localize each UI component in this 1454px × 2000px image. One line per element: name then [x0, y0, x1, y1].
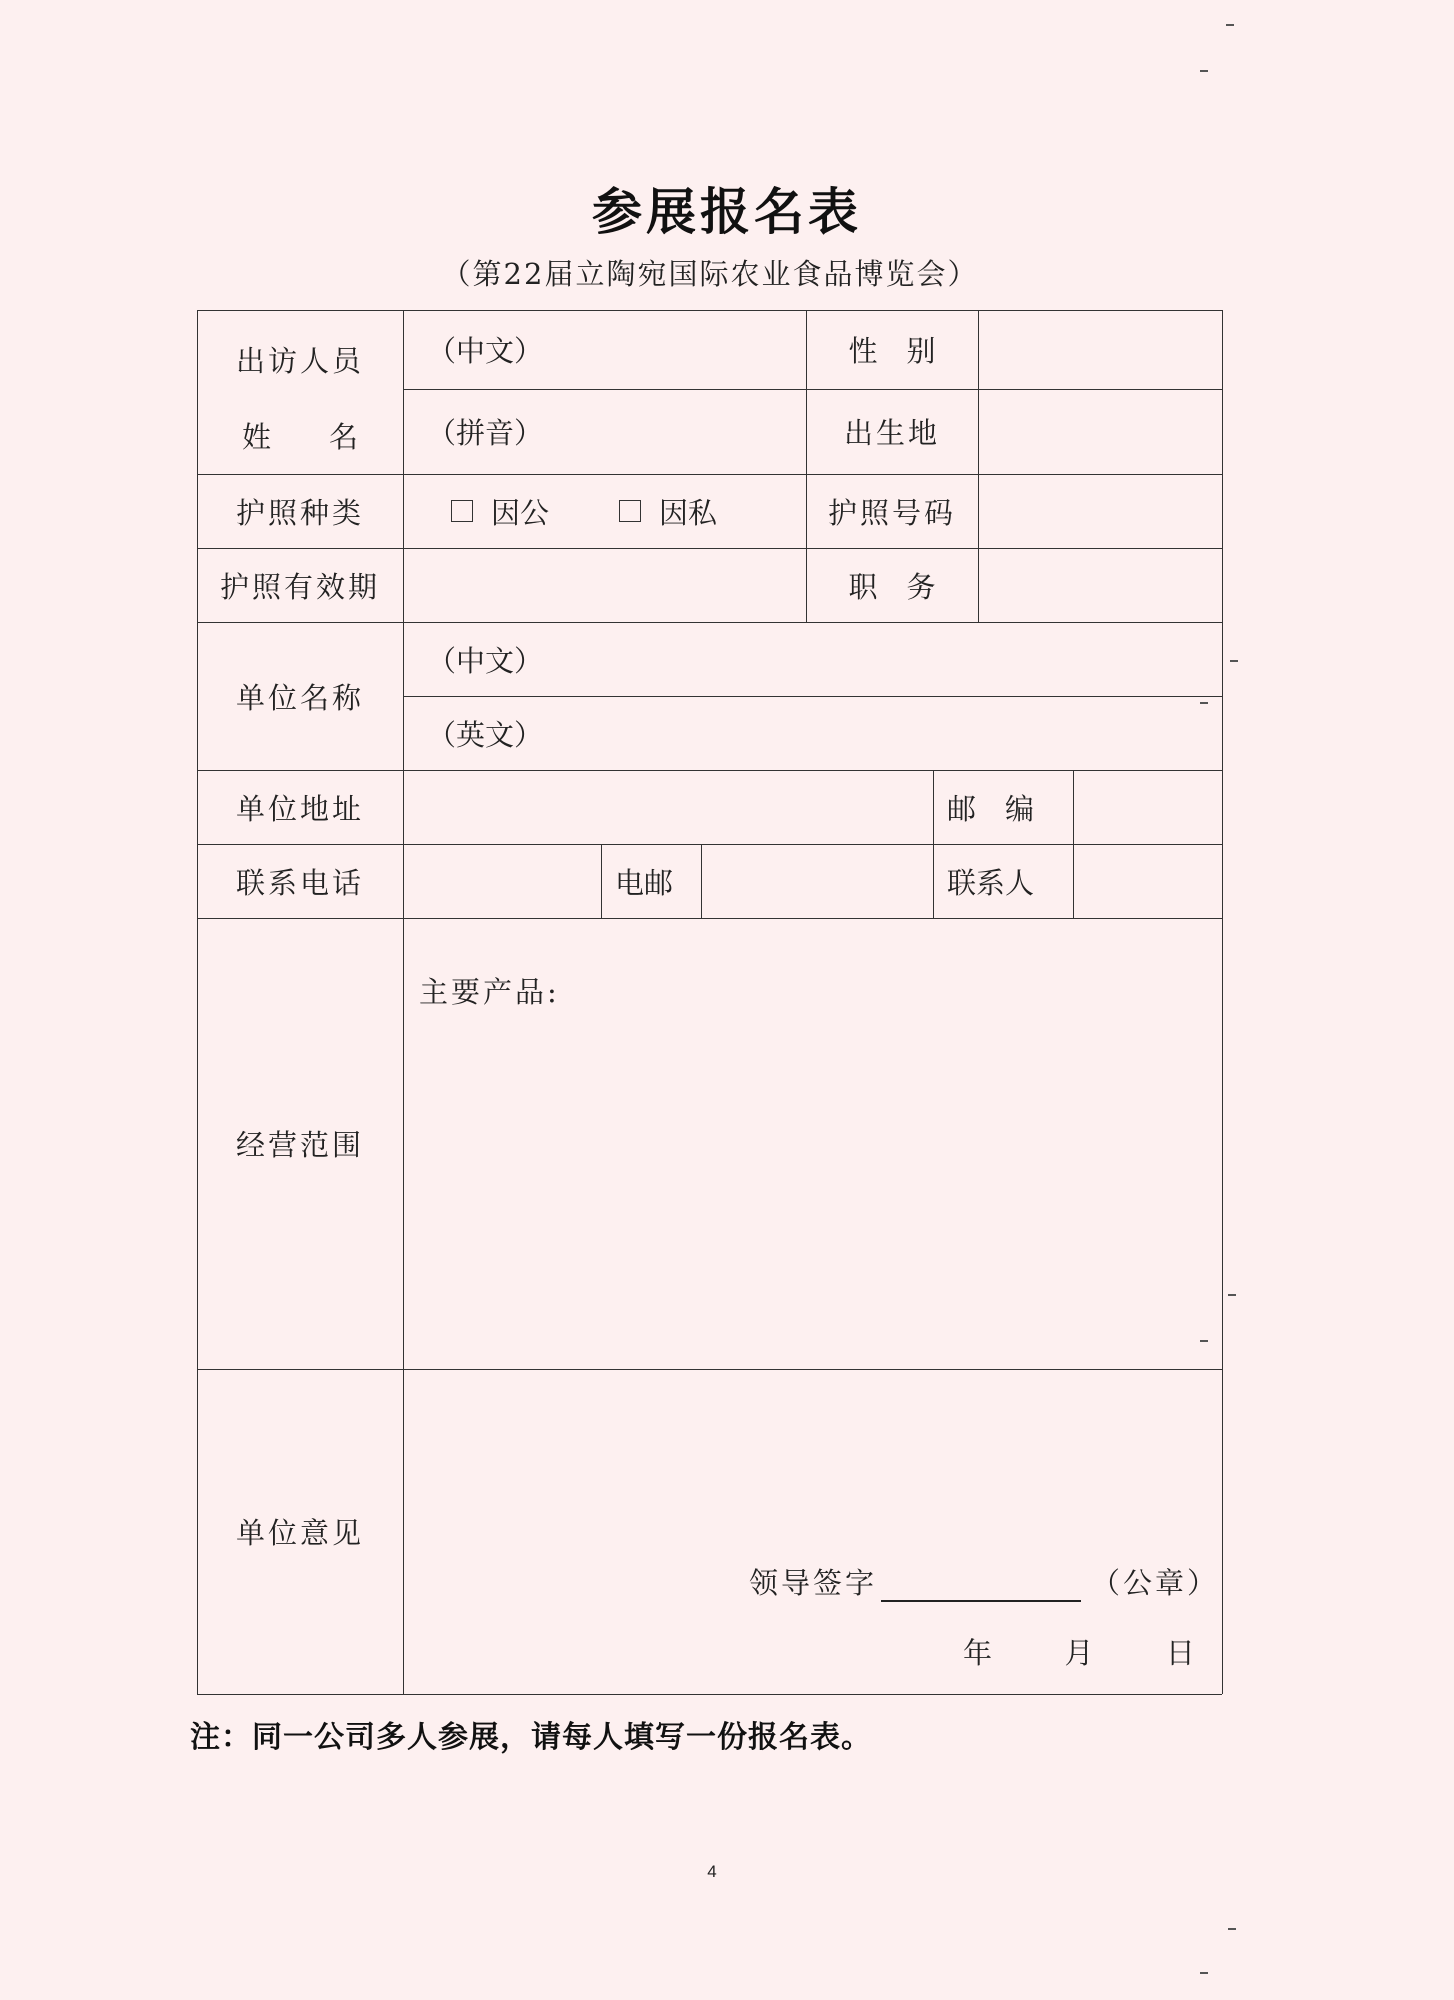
passport-type-options [403, 474, 806, 548]
leader-signature-label: 领导签字 [749, 1566, 878, 1600]
passport-validity-field[interactable] [403, 548, 806, 622]
table-border-right [1222, 310, 1223, 1694]
main-products-label: 主要产品: [419, 975, 560, 1009]
contact-person-label: 联系人 [947, 865, 1035, 900]
email-field[interactable] [701, 844, 933, 918]
leader-signature-line[interactable] [881, 1570, 1081, 1602]
page-title: 参展报名表 [592, 183, 862, 241]
visitor-name-label-line1: 出访人员 [235, 343, 364, 378]
passport-validity-label: 护照有效期 [219, 569, 380, 604]
company-name-label: 单位名称 [235, 680, 364, 715]
private-option-label: 因私 [659, 495, 718, 530]
date-year-label: 年 [963, 1636, 993, 1670]
name-chinese-field[interactable] [403, 310, 806, 389]
postcode-label: 邮 编 [947, 791, 1035, 826]
name-pinyin-field[interactable] [403, 389, 806, 474]
name-chinese-hint: （中文） [427, 334, 544, 368]
business-scope-field[interactable] [403, 918, 1222, 1369]
business-scope-label: 经营范围 [235, 1128, 364, 1162]
passport-number-field[interactable] [978, 474, 1222, 548]
company-name-chinese-hint: （中文） [427, 643, 544, 678]
official-option-label: 因公 [491, 495, 550, 530]
email-label: 电邮 [615, 865, 674, 900]
scan-mark [1230, 660, 1238, 662]
table-border-bottom [197, 1694, 1222, 1695]
gender-field[interactable] [978, 310, 1222, 389]
company-address-field[interactable] [403, 770, 933, 844]
date-month-label: 月 [1064, 1636, 1094, 1670]
page-subtitle: （第22届立陶宛国际农业食品博览会） [441, 257, 979, 291]
scan-mark [1200, 1340, 1208, 1342]
company-name-english-hint: （英文） [427, 717, 544, 752]
scan-mark [1200, 70, 1208, 72]
birthplace-field[interactable] [978, 389, 1222, 474]
postcode-field[interactable] [1073, 770, 1222, 844]
private-checkbox[interactable] [619, 500, 641, 522]
scan-mark [1200, 1972, 1208, 1974]
passport-type-private-option[interactable] [619, 491, 717, 532]
page-number: 4 [707, 1862, 717, 1881]
official-seal-label: （公章） [1091, 1566, 1220, 1600]
scan-mark [1228, 1294, 1236, 1296]
phone-label: 联系电话 [235, 865, 364, 900]
scan-mark [1200, 702, 1208, 704]
signature-block [749, 1561, 1219, 1602]
passport-number-label: 护照号码 [827, 495, 956, 530]
visitor-name-label-line2: 姓 名 [241, 419, 358, 454]
company-opinion-label: 单位意见 [235, 1516, 364, 1550]
date-block [963, 1631, 1195, 1672]
passport-type-official-option[interactable] [451, 491, 549, 532]
position-field[interactable] [978, 548, 1222, 622]
company-name-english-field[interactable] [403, 696, 1222, 770]
gender-label: 性 别 [848, 334, 936, 368]
phone-field[interactable] [403, 844, 601, 918]
passport-type-label: 护照种类 [235, 495, 364, 530]
scan-mark [1226, 24, 1234, 26]
company-name-chinese-field[interactable] [403, 622, 1222, 696]
official-checkbox[interactable] [451, 500, 473, 522]
company-address-label: 单位地址 [235, 791, 364, 826]
position-label: 职 务 [848, 569, 936, 604]
birthplace-label: 出生地 [843, 416, 940, 450]
date-day-label: 日 [1165, 1636, 1195, 1670]
name-pinyin-hint: （拼音） [427, 416, 544, 450]
scan-mark [1228, 1928, 1236, 1930]
company-opinion-field[interactable] [403, 1369, 1222, 1694]
footer-note: 注：同一公司多人参展，请每人填写一份报名表。 [190, 1720, 872, 1755]
contact-person-field[interactable] [1073, 844, 1222, 918]
